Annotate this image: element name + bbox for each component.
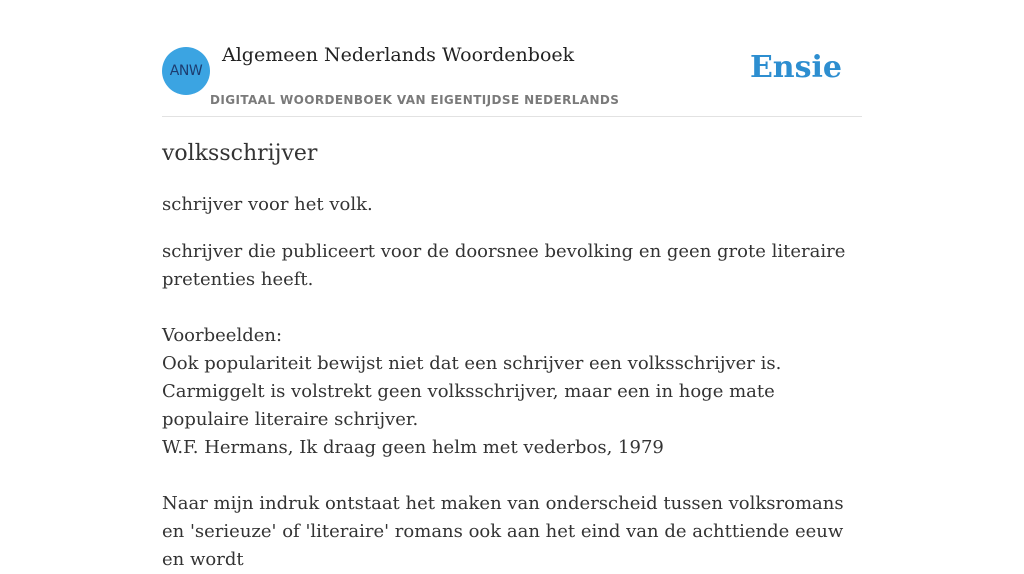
anw-logo[interactable]: ANW	[162, 47, 210, 95]
example-1	[162, 350, 862, 462]
example-source: W.F. Hermans, Ik draag geen helm met vederbos, 1979	[162, 437, 664, 458]
example-text: Ook populariteit bewijst niet dat een schrijver een volksschrijver is. Carmiggelt is volstrekt geen volksschrijver, maar een in hoge mate populaire literaire schrijver.	[162, 353, 782, 430]
short-definition: schrijver voor het volk.	[162, 194, 373, 215]
site-title[interactable]: Algemeen Nederlands Woordenboek	[222, 44, 575, 66]
site-header	[162, 0, 862, 117]
entry-word: volksschrijver	[162, 141, 318, 166]
example-text: Naar mijn indruk ontstaat het maken van onderscheid tussen volksromans en 'serieuze' of 'literaire' romans ook aan het eind van de achttiende eeuw en wordt	[162, 493, 844, 570]
ensie-logo[interactable]: Ensie	[749, 50, 842, 85]
long-definition: schrijver die publiceert voor de doorsnee bevolking en geen grote literaire pretenties heeft.	[162, 241, 846, 290]
example-2	[162, 490, 862, 574]
site-subtitle: DIGITAAL WOORDENBOEK VAN EIGENTIJDSE NEDERLANDS	[210, 93, 620, 107]
entry-content	[162, 138, 862, 574]
examples-label: Voorbeelden:	[162, 325, 283, 346]
